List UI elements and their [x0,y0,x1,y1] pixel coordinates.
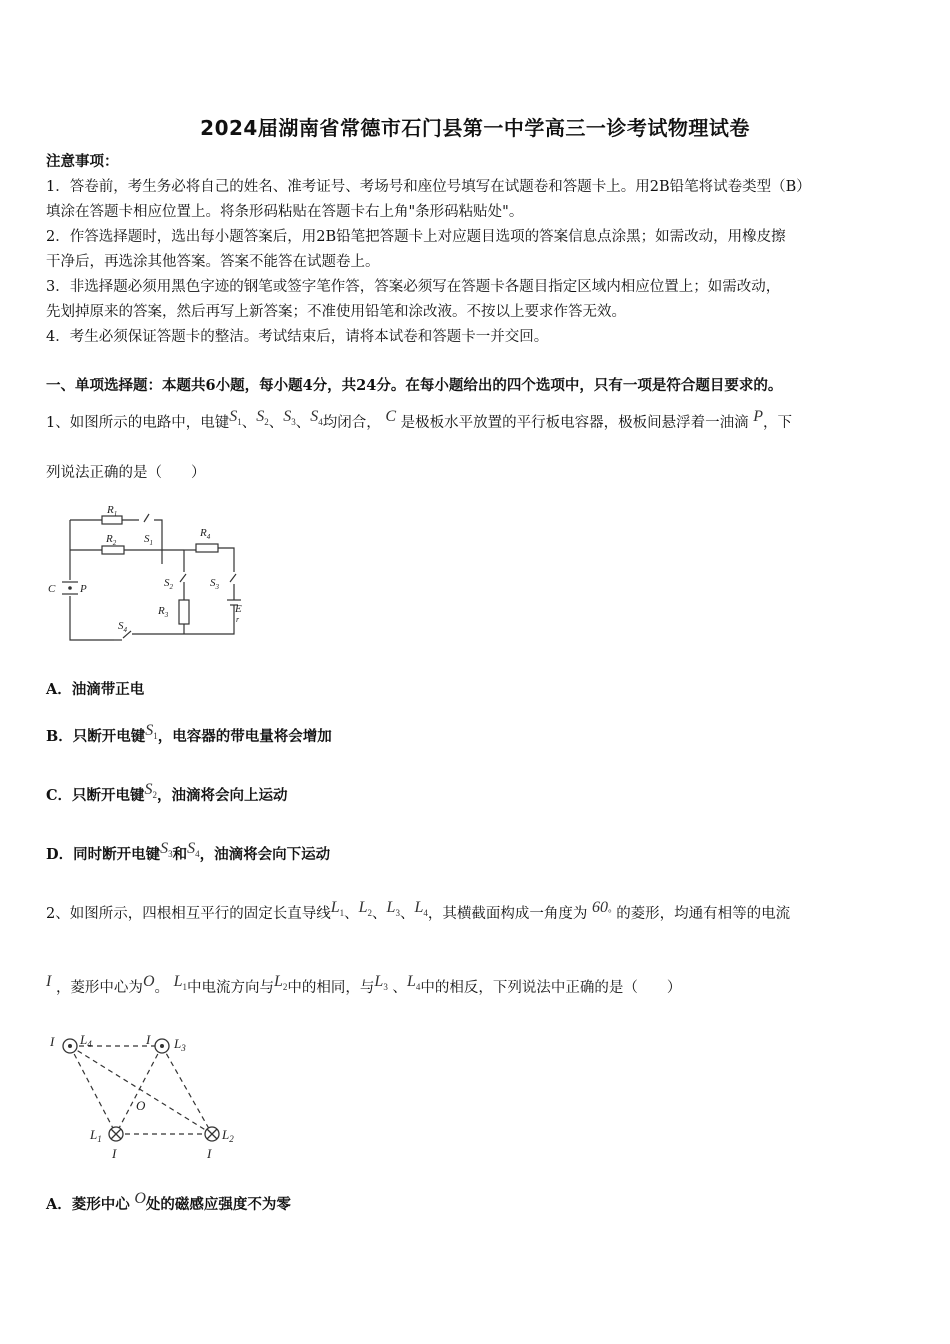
notice-heading: 注意事项： [46,153,119,170]
q1-option-c[interactable]: C．只断开电键$S_2$，油滴将会向上运动 [46,781,288,804]
q2-stem-2: I ，菱形中心为O。 $L_1$中电流方向与$L_2$中的相同，与$L_3$ 、$L_4$中的相反，下列说法中正确的是（ ） [46,973,682,996]
notice-3b: 先划掉原来的答案，然后再写上新答案；不准使用铅笔和涂改液。不按以上要求作答无效。 [46,304,626,320]
label-L4: $L_4$ [80,1032,92,1049]
label-L1: $L_1$ [90,1127,102,1144]
q1-circuit-figure [44,500,244,646]
q1-option-a[interactable]: A．油滴带正电 [46,681,145,698]
label-S4: $S_4$ [118,620,127,634]
label-I-L2: I [207,1146,212,1161]
label-R3: $R_3$ [158,605,169,619]
label-R4: $R_4$ [200,527,211,541]
label-P: P [80,583,87,595]
label-S2: $S_2$ [164,577,173,591]
q1-option-b[interactable]: B．只断开电键$S_1$，电容器的带电量将会增加 [46,722,332,745]
label-S1: $S_1$ [144,533,153,547]
notice-1a: 1．答卷前，考生务必将自己的姓名、准考证号、考场号和座位号填写在试题卷和答题卡上。用2B铅笔将试卷类型（B） [46,179,811,195]
q2-rhombus-figure [44,1026,254,1166]
notice-4: 4．考生必须保证答题卡的整洁。考试结束后，请将本试卷和答题卡一并交回。 [46,329,549,345]
q1-stem: 1、如图所示的电路中，电键$S_1$、$S_2$、$S_3$、$S_4$均闭合， C 是极板水平放置的平行板电容器，极板间悬浮着一油滴 P，下 [46,408,793,431]
label-C: C [48,583,56,595]
label-L2: $L_2$ [222,1127,234,1144]
q2-stem: 2、如图所示，四根相互平行的固定长直导线$L_1$、$L_2$、$L_3$、$L_4$，其横截面构成一角度为 $60^\circ$ 的菱形，均通有相等的电流 [46,899,791,922]
notice-1b: 填涂在答题卡相应位置上。将条形码粘贴在答题卡右上角"条形码粘贴处"。 [46,204,524,220]
label-L3: $L_3$ [174,1036,186,1053]
notice-3a: 3．非选择题必须用黑色字迹的钢笔或签字笔作答，答案必须写在答题卡各题目指定区域内相应位置上；如需改动， [46,279,781,295]
label-I-L3: I [146,1032,151,1047]
notice-2a: 2．作答选择题时，选出每小题答案后，用2B铅笔把答题卡上对应题目选项的答案信息点涂黑；如需改动，用橡皮擦 [46,229,786,245]
q1-option-d[interactable]: D．同时断开电键$S_3$和$S_4$，油滴将会向下运动 [46,840,331,863]
label-I-L1: I [112,1146,117,1161]
notice-2b: 干净后，再选涂其他答案。答案不能答在试题卷上。 [46,254,380,270]
section-heading: 一、单项选择题：本题共6小题，每小题4分，共24分。在每小题给出的四个选项中，只有一项是符合题目要求的。 [46,377,783,394]
label-R2: $R_2$ [106,533,117,547]
label-I-L4: I [50,1034,55,1049]
q2-option-a[interactable]: A．菱形中心 O处的磁感应强度不为零 [46,1190,291,1213]
q1-stem-2: 列说法正确的是（ ） [46,465,206,481]
label-R1: $R_1$ [107,504,118,518]
label-O: O [136,1098,146,1113]
label-r: r [236,615,240,624]
page-title: 2024届湖南省常德市石门县第一中学高三一诊考试物理试卷 [200,116,750,140]
label-E: E [235,603,242,615]
label-S3: $S_3$ [210,577,219,591]
